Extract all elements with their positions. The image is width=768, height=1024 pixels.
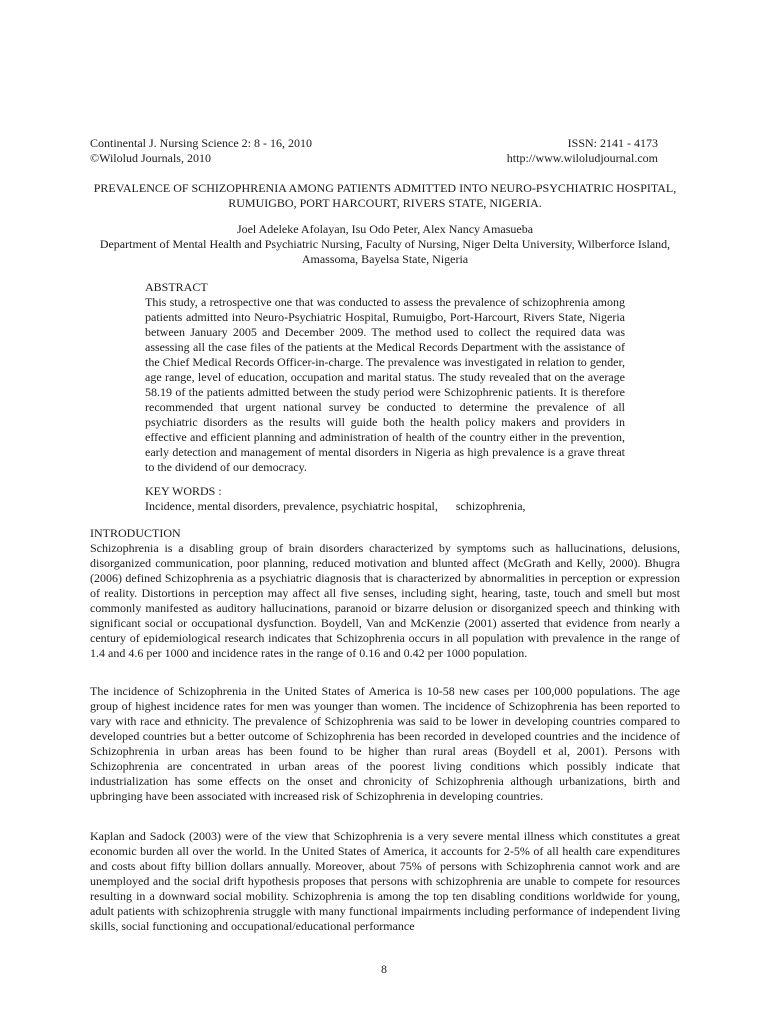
- abstract-heading: ABSTRACT: [145, 280, 208, 294]
- introduction-heading: INTRODUCTION: [90, 526, 181, 540]
- abstract-section: [145, 280, 625, 475]
- introduction-paragraph-3: Kaplan and Sadock (2003) were of the view that Schizophrenia is a very severe mental illness which constitutes a great economic burden all over the world. In the United States of America, it accounts for 2-5% of all health care expenditures and costs about fifty billion dollars annually. Moreover, about 75% of persons with Schizophrenia cannot work and are unemployed and the social drift hypothesis proposes that persons with schizophrenia are unable to compete for resources resulting in a downward social mobility. Schizophrenia is among the top ten disabling conditions worldwide for young, adult patients with schizophrenia struggle with many functional impairments including performance of independent living skills, social functioning and occupational/educational performance: [90, 829, 680, 933]
- abstract-text: This study, a retrospective one that was conducted to assess the prevalence of schizophrenia among patients admitted into Neuro-Psychiatric Hospital, Rumuigbo, Port-Harcourt, Rivers State, Nigeria between January 2005 and December 2009. The method used to collect the required data was assessing all the case files of the patients at the Medical Records Department with the assistance of the Chief Medical Records Officer-in-charge. The prevalence was investigated in relation to gender, age range, level of education, occupation and marital status. The study revealed that on the average 58.19 of the patients admitted between the study period were Schizophrenic patients. It is therefore recommended that urgent national survey be conducted to determine the prevalence of all psychiatric disorders as the results will guide both the health policy makers and providers in effective and efficient planning and administration of health of the country either in the prevention, early detection and management of mental disorders in Nigeria as high prevalence is a grave threat to the dividend of our democracy.: [145, 295, 625, 474]
- keywords-section: [145, 484, 625, 514]
- introduction-paragraph-2: The incidence of Schizophrenia in the United States of America is 10-58 new cases per 100,000 populations. The age group of highest incidence rates for men was younger than women. The incidence of Schizophrenia has been reported to vary with race and ethnicity. The prevalence of Schizophrenia was said to be lower in developing countries compared to developed countries but a better outcome of Schizophrenia has been recorded in developed countries and the incidence of Schizophrenia in urban areas has been found to be higher than rural areas (Boydell et al, 2001). Persons with Schizophrenia are concentrated in urban areas of the poorest living conditions which possibly indicate that industrialization has some effects on the onset and chronicity of Schizophrenia although urbanizations, birth and upbringing have been associated with increased risk of Schizophrenia in developing countries.: [90, 684, 680, 803]
- journal-citation: Continental J. Nursing Science 2: 8 - 16, 2010: [90, 136, 312, 150]
- author-affiliation: Department of Mental Health and Psychiatric Nursing, Faculty of Nursing, Niger Delta University, Wilberforce Island, Amassoma, Bayelsa State, Nigeria: [99, 237, 671, 266]
- paper-authors: Joel Adeleke Afolayan, Isu Odo Peter, Alex Nancy Amasueba: [236, 222, 534, 236]
- keywords-heading: KEY WORDS :: [145, 484, 222, 498]
- paper-title: PREVALENCE OF SCHIZOPHRENIA AMONG PATIENTS ADMITTED INTO NEURO-PSYCHIATRIC HOSPITAL, RUMUIGBO, PORT HARCOURT, RIVERS STATE, NIGERIA.: [93, 181, 677, 210]
- journal-url: http://www.wiloludjournal.com: [506, 151, 658, 165]
- page-number: 8: [381, 962, 387, 976]
- journal-header-right: [507, 136, 658, 166]
- introduction-paragraph-1: Schizophrenia is a disabling group of brain disorders characterized by symptoms such as hallucinations, delusions, disorganized communication, poor planning, reduced motivation and blunted affect (McGrath and Kelly, 2000). Bhugra (2006) defined Schizophrenia as a psychiatric diagnosis that is characterized by abnormalities in perception or expression of reality. Distortions in perception may affect all five senses, including sight, hearing, taste, touch and smell but most commonly manifested as auditory hallucinations, paranoid or bizarre delusion or disorganized speech and thinking with significant social or occupational dysfunction. Boydell, Van and McKenzie (2001) asserted that evidence from nearly a century of epidemiological research indicates that Schizophrenia occurs in all population with prevalence in the range of 1.4 and 4.6 per 1000 and incidence rates in the range of 0.16 and 0.42 per 1000 population.: [90, 541, 680, 660]
- journal-header-left: [90, 136, 312, 166]
- issn: ISSN: 2141 - 4173: [567, 136, 658, 150]
- publisher-copyright: ©Wilolud Journals, 2010: [90, 151, 211, 165]
- keywords-text: Incidence, mental disorders, prevalence, psychiatric hospital, schizophrenia,: [145, 499, 526, 513]
